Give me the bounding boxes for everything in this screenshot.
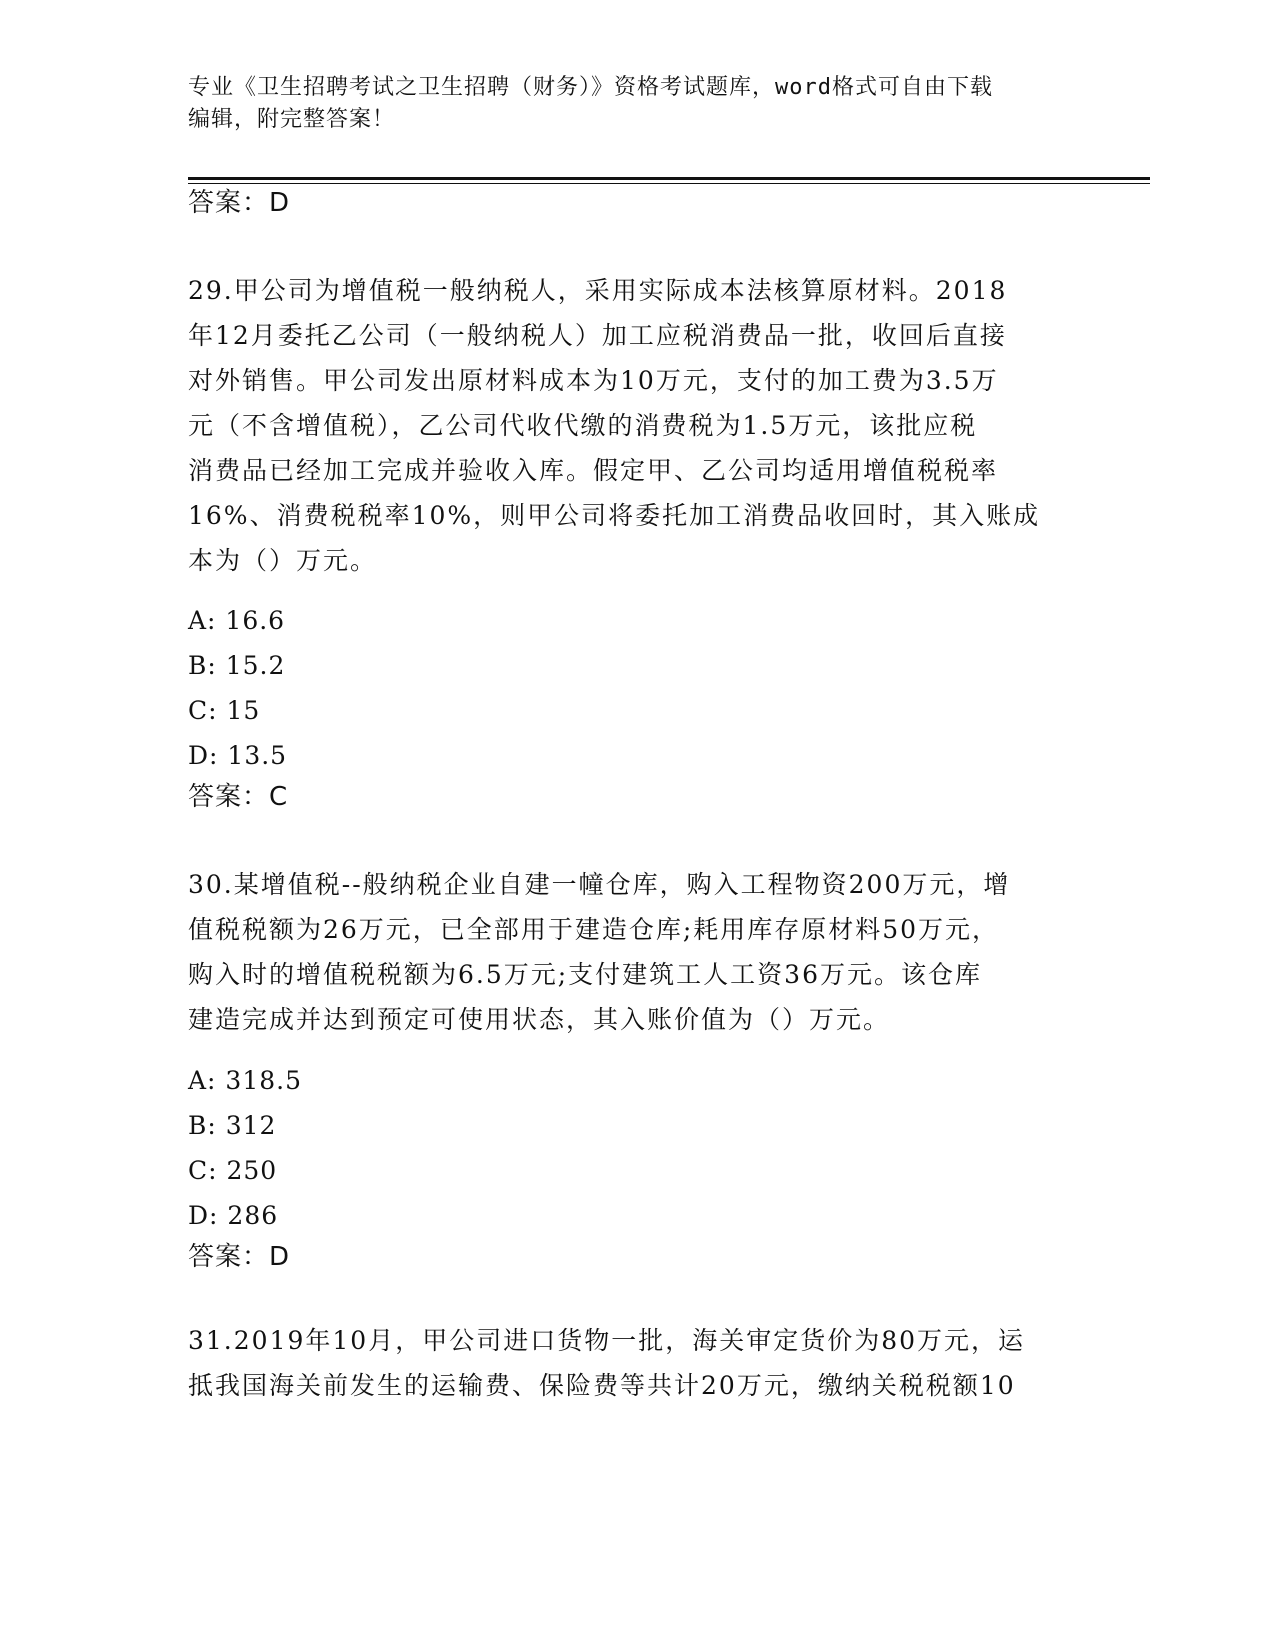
option-b: B: 312 (188, 1111, 277, 1140)
question-line: 抵我国海关前发生的运输费、保险费等共计20万元，缴纳关税税额10 (188, 1371, 1016, 1400)
header-line-2: 编辑，附完整答案！ (188, 107, 396, 132)
question-line: 16%、消费税税率10%，则甲公司将委托加工消费品收回时，其入账成 (188, 501, 1041, 530)
question-line: 31.2019年10月，甲公司进口货物一批，海关审定货价为80万元，运 (188, 1326, 1026, 1355)
page-header (188, 72, 1088, 136)
question-line: 元（不含增值税），乙公司代收代缴的消费税为1.5万元，该批应税 (188, 411, 978, 440)
question-line: 本为（）万元。 (188, 546, 378, 575)
option-d: D: 286 (188, 1201, 279, 1230)
question-30-options (188, 1058, 302, 1238)
question-31 (188, 1318, 1088, 1408)
question-line: 年12月委托乙公司（一般纳税人）加工应税消费品一批，收回后直接 (188, 321, 1007, 350)
option-a: A: 318.5 (188, 1066, 302, 1095)
question-line: 值税税额为26万元，已全部用于建造仓库;耗用库存原材料50万元， (188, 915, 1000, 944)
question-29-options (188, 598, 287, 778)
previous-answer: 答案：D (188, 188, 291, 218)
question-line: 29.甲公司为增值税一般纳税人，采用实际成本法核算原材料。2018 (188, 276, 1008, 305)
question-line: 对外销售。甲公司发出原材料成本为10万元，支付的加工费为3.5万 (188, 366, 999, 395)
header-rule-thin (188, 183, 1150, 184)
header-rule-thick (188, 177, 1150, 180)
option-a: A: 16.6 (188, 606, 286, 635)
option-b: B: 15.2 (188, 651, 286, 680)
question-30 (188, 862, 1088, 1042)
option-c: C: 250 (188, 1156, 278, 1185)
question-29-answer: 答案：C (188, 782, 289, 812)
question-30-answer: 答案：D (188, 1242, 291, 1272)
question-line: 建造完成并达到预定可使用状态，其入账价值为（）万元。 (188, 1005, 891, 1034)
question-line: 30.某增值税--般纳税企业自建一幢仓库，购入工程物资200万元，增 (188, 870, 1011, 899)
option-c: C: 15 (188, 696, 261, 725)
option-d: D: 13.5 (188, 741, 288, 770)
header-line-1: 专业《卫生招聘考试之卫生招聘（财务）》资格考试题库，word格式可自由下载 (188, 75, 993, 100)
question-line: 消费品已经加工完成并验收入库。假定甲、乙公司均适用增值税税率 (188, 456, 999, 485)
question-line: 购入时的增值税税额为6.5万元;支付建筑工人工资36万元。该仓库 (188, 960, 982, 989)
question-29 (188, 268, 1088, 583)
